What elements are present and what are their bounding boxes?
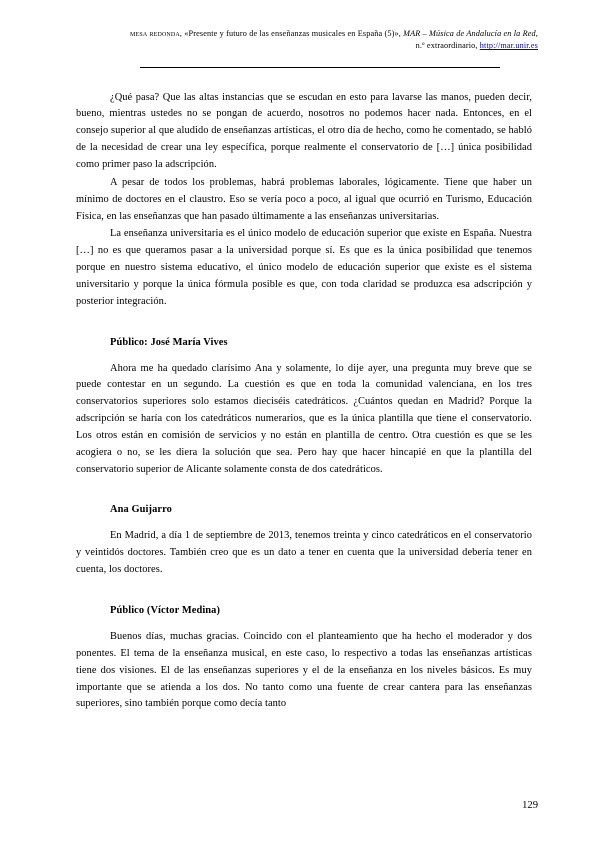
paragraph: Buenos días, muchas gracias. Coincido con el planteamiento que ha hecho el moderador y dos ponentes. El tema de la enseñanza musical, en este caso, lo respectivo a todas las enseñanzas artísticas tiene dos visiones. El de las enseñanzas superiores y el de la enseñanza en los niveles básicos. Es muy importante que se atienda a los dos. No tanto como una fuente de crear cantera para las enseñanzas superiores, sino también porque como decía tanto xyxy=(76,631,532,710)
paragraph: En Madrid, a día 1 de septiembre de 2013, tenemos treinta y cinco catedráticos en el conservatorio y veintidós doctores. También creo que es un dato a tener en cuenta que la universidad debería tener en cuenta, los doctores. xyxy=(76,530,532,576)
paragraph: La enseñanza universitaria es el único modelo de educación superior que existe en España. Nuestra […] no es que queramos pasar a la universidad porque sí. Es que es la única posibilidad que tenemos porque en nuestro sistema educativo, el único modelo de educación superior que existe es el sistema universitario y porque la única fórmula posible es que, con toda claridad se produzca esa adscripción y posterior integración. xyxy=(76,228,532,307)
header-divider xyxy=(140,67,500,68)
section-spacer xyxy=(76,478,532,504)
header-issue: , n.º extraordinario, xyxy=(415,29,538,51)
header-journal-title: MAR – Música de Andalucía en la Red xyxy=(403,29,536,38)
running-header xyxy=(62,28,538,53)
paragraph: ¿Qué pasa? Que las altas instancias que se escudan en esto para lavarse las manos, pueden decir, bueno, mientras ustedes no se pongan de acuerdo, nosotros no podemos hacer nada. Entonces, en el consejo superior al que aludido de enseñanzas artísticas, el otro día de hecho, como he comentado, se habló de la necesidad de crear una ley específica, porque realmente el conservatorio de […] única posibilidad como primer paso la adscripción. xyxy=(76,91,532,170)
paragraph: Ahora me ha quedado clarísimo Ana y solamente, lo dije ayer, una pregunta muy breve que se puede contestar en un segundo. La cuestión es que en toda la comunidad valenciana, en los tres conservatorios superiores solo estamos dieciséis catedráticos. ¿Cuántos quedan en Madrid? Porque la adscripción se haría con los catedráticos numerarios, que es la única plantilla que tiene el conservatorio. Los otros están en comisión de servicios y no están en plantilla de centro. Otra cuestión es que se les acogiera o no, se les diera la solución que sea. Pero hay que hacer hincapié en que la plantilla del conservatorio superior de Alicante solamente consta de dos catedráticos. xyxy=(76,362,532,475)
section-heading-jose-maria-vives: Público: José María Vives xyxy=(110,336,228,348)
header-article-title: , «Presente y futuro de las enseñanzas musicales en España (5)», xyxy=(179,29,404,38)
section-spacer xyxy=(76,311,532,337)
page-number: 129 xyxy=(522,800,538,811)
heading-spacer xyxy=(76,515,532,528)
heading-spacer xyxy=(76,348,532,361)
header-mesa-redonda: mesa redonda xyxy=(130,29,180,38)
section-heading-ana-guijarro: Ana Guijarro xyxy=(110,504,172,516)
section-spacer xyxy=(76,579,532,605)
paragraph: A pesar de todos los problemas, habrá problemas laborales, lógicamente. Tiene que haber un mínimo de doctores en el claustro. Eso se vería poco a poco, al igual que ocurrió en Turismo, Educación Física, en las enseñanzas que han pasado últimamente a las enseñanzas universitarias. xyxy=(76,176,532,222)
section-heading-victor-medina: Público (Víctor Medina) xyxy=(110,605,221,616)
header-url-link[interactable]: http://mar.unir.es xyxy=(479,41,538,51)
document-body xyxy=(62,90,538,714)
heading-spacer xyxy=(76,616,532,629)
